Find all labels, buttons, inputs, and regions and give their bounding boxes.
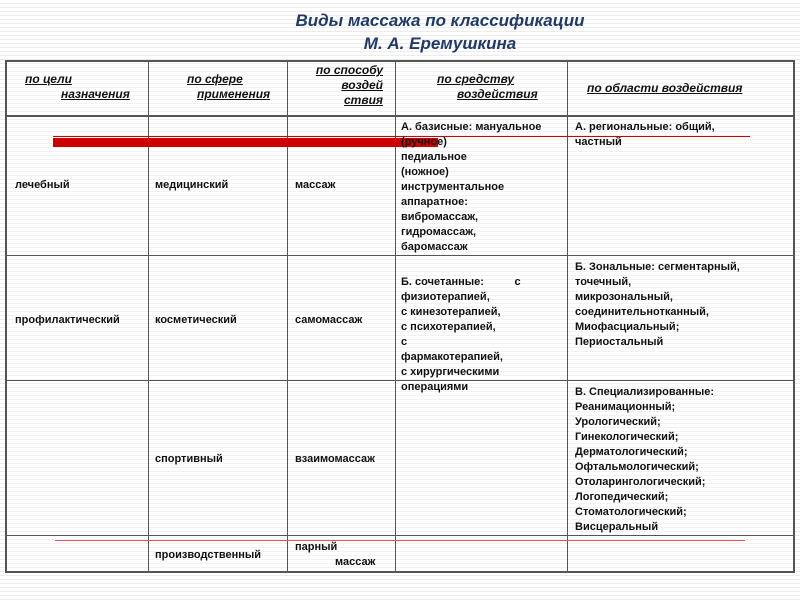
cell-line: с хирургическими	[401, 366, 500, 378]
cell-line: Стоматологический;	[575, 506, 687, 518]
cell-line: с	[401, 336, 408, 348]
header-goal	[25, 72, 130, 102]
header-text: по способу	[315, 63, 383, 77]
cell-line: Реанимационный;	[575, 401, 676, 413]
cell-line: Периостальный	[575, 336, 664, 348]
row-divider	[5, 535, 795, 536]
header-text: по сфере	[187, 72, 243, 86]
cell-line: Висцеральный	[575, 521, 659, 533]
cell-line: операциями	[401, 381, 469, 393]
cell-line: Отоларингологический;	[575, 476, 706, 488]
cell-line: В. Специализированные:	[575, 386, 715, 398]
cell-method: самомассаж	[295, 314, 363, 326]
header-text: назначения	[61, 87, 130, 101]
cell-sphere: медицинский	[155, 179, 229, 191]
cell-sphere: спортивный	[155, 453, 223, 465]
cell-line: с кинезотерапией,	[401, 306, 501, 318]
cell-line: аппаратное:	[401, 196, 468, 208]
cell-method	[295, 540, 375, 570]
cell-line: инструментальное	[401, 181, 505, 193]
cell-method: взаимомассаж	[295, 453, 375, 465]
header-text: ствия	[344, 93, 383, 107]
row-divider	[5, 380, 795, 381]
red-line	[55, 540, 745, 541]
cell-line: А. базисные: мануальное	[401, 121, 542, 133]
title-line-2: М. А. Еремушкина	[363, 34, 517, 53]
cell-sphere: производственный	[155, 549, 262, 561]
cell-line: (ручное)	[401, 136, 447, 148]
cell-line: Дерматологический;	[575, 446, 688, 458]
cell-line: баромассаж	[401, 241, 468, 253]
cell-line: Гинекологический;	[575, 431, 679, 443]
cell-line: частный	[575, 136, 622, 148]
row-divider	[5, 255, 795, 256]
cell-line: с психотерапией,	[401, 321, 496, 333]
cell-line: микрозональный,	[575, 291, 673, 303]
cell-line: парный	[295, 541, 338, 553]
header-area: по области воздействия	[587, 81, 743, 95]
title-line-1: Виды массажа по классификации	[295, 11, 585, 30]
cell-goal: профилактический	[15, 314, 120, 326]
header-text: воздей	[341, 78, 383, 92]
cell-area	[575, 260, 800, 350]
header-sphere	[187, 72, 270, 102]
cell-line: соединительнотканный,	[575, 306, 709, 318]
cell-line: физиотерапией,	[401, 291, 490, 303]
cell-line: А. региональные: общий,	[575, 121, 715, 133]
header-text: по средству	[437, 72, 515, 86]
cell-line: Логопедический;	[575, 491, 669, 503]
cell-goal: лечебный	[15, 179, 70, 191]
header-text: воздействия	[457, 87, 538, 101]
cell-line: Миофасциальный;	[575, 321, 680, 333]
cell-line: (ножное)	[401, 166, 449, 178]
cell-method: массаж	[295, 179, 336, 191]
cell-line: Урологический;	[575, 416, 661, 428]
cell-line: Б. Зональные: сегментарный,	[575, 261, 740, 273]
header-text: применения	[197, 87, 271, 101]
cell-line: Офтальмологический;	[575, 461, 699, 473]
cell-line: точечный,	[575, 276, 632, 288]
cell-line: фармакотерапией,	[401, 351, 503, 363]
cell-line: педиальное	[401, 151, 467, 163]
red-highlight-bar	[53, 138, 438, 147]
cell-line: массаж	[335, 556, 376, 568]
cell-area	[575, 385, 800, 535]
cell-sphere: косметический	[155, 314, 237, 326]
cell-line: гидромассаж,	[401, 226, 477, 238]
header-means	[437, 72, 538, 102]
cell-line: вибромассаж,	[401, 211, 479, 223]
header-text: по цели	[25, 72, 72, 86]
cell-line: Б. сочетанные: с	[401, 276, 521, 288]
row-divider	[5, 115, 795, 117]
cell-area	[575, 120, 800, 150]
header-method	[303, 63, 383, 108]
